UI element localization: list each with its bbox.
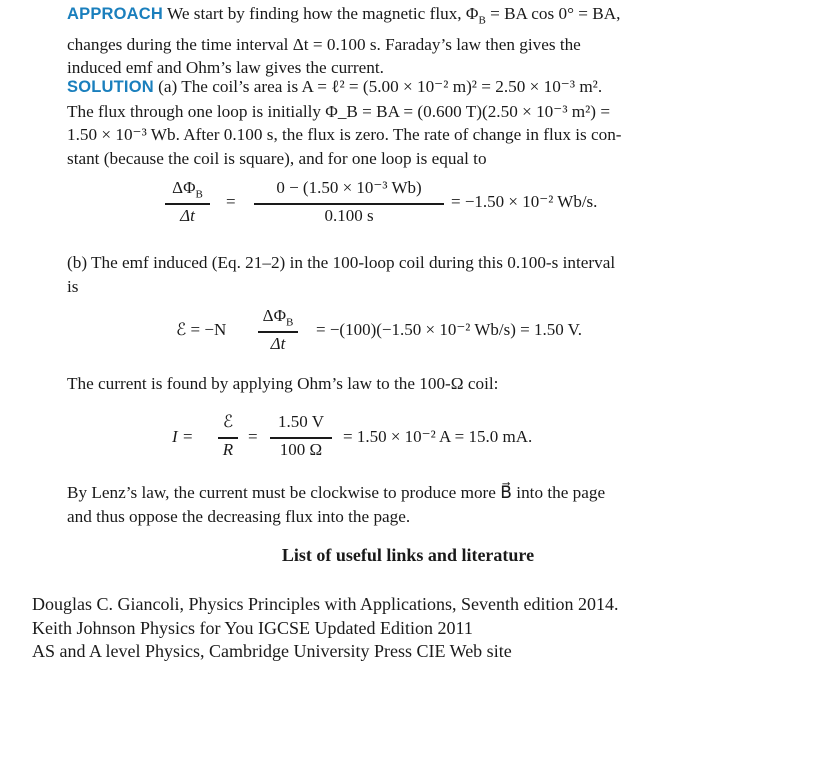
eq3-rhs: = 1.50 × 10⁻² A = 15.0 mA.	[343, 427, 533, 446]
reference-item: Douglas C. Giancoli, Physics Principles with Applications, Seventh edition 2014.	[32, 594, 619, 614]
eq3-f2-bar	[270, 437, 332, 439]
eq2-denominator: Δt	[270, 334, 286, 353]
eq3-f2-numerator: 1.50 V	[278, 412, 324, 431]
eq1-lhs-numerator: $\Delta\Phi_B$	[172, 178, 203, 201]
eq1-result: = −1.50 × 10⁻² Wb/s.	[451, 192, 598, 211]
eq2-numerator: $\Delta\Phi_B$	[262, 306, 294, 329]
eq3-f1-denominator: R	[222, 440, 234, 459]
solution-text-1: (a) The coil’s area is A = ℓ² = (5.00 × 10⁻² m)² = 2.50 × 10⁻³ m².	[158, 77, 603, 96]
solution-paragraph	[67, 75, 717, 170]
solution-line-2: The flux through one loop is initially Φ_B = BA = (0.600 T)(2.50 × 10⁻³ m²) =	[67, 101, 611, 121]
approach-sub: B	[478, 14, 486, 27]
eq1-lhs-bar	[165, 203, 210, 205]
approach-line-2: changes during the time interval Δt = 0.100 s. Faraday’s law then gives the	[67, 34, 581, 54]
links-title: List of useful links and literature	[281, 545, 535, 565]
eq3-lhs: I =	[172, 427, 194, 446]
reference-list	[32, 593, 618, 664]
eq3-f1-numerator: ℰ	[222, 412, 234, 431]
approach-paragraph	[67, 2, 717, 80]
solution-line-3: 1.50 × 10⁻³ Wb. After 0.100 s, the flux is zero. The rate of change in flux is con-	[67, 125, 622, 144]
eq1-mid-bar	[254, 203, 444, 205]
approach-text-1-end: = BA cos 0° = BA,	[485, 4, 621, 23]
part-b-paragraph	[67, 251, 717, 298]
eq3-equals: =	[248, 427, 258, 446]
eq3-f2-denominator: 100 Ω	[279, 440, 323, 459]
lenz-line-1: By Lenz’s law, the current must be clockwise to produce more B⃗ into the page	[67, 483, 606, 502]
approach-line-3: induced emf and Ohm’s law gives the current.	[67, 58, 384, 78]
part-b-line-2: is	[67, 276, 79, 296]
solution-line-4: stant (because the coil is square), and for one loop is equal to	[67, 148, 487, 168]
eq1-mid-denominator: 0.100 s	[324, 206, 374, 225]
lenz-line-2: and thus oppose the decreasing flux into the page.	[67, 506, 411, 526]
solution-heading: SOLUTION	[67, 78, 154, 96]
lenz-paragraph	[67, 481, 717, 528]
eq2-bar	[258, 331, 298, 333]
reference-item: AS and A level Physics, Cambridge University Press CIE Web site	[32, 641, 512, 661]
eq2-lhs: ℰ = −N	[176, 320, 227, 339]
approach-heading: APPROACH	[67, 5, 164, 23]
eq3-f1-bar	[218, 437, 238, 439]
eq1-equals: =	[226, 192, 236, 211]
solution-line-1	[67, 75, 717, 100]
approach-text-1: We start by finding how the magnetic flux, Φ	[167, 4, 479, 23]
eq2-rhs: = −(100)(−1.50 × 10⁻² Wb/s) = 1.50 V.	[316, 320, 583, 339]
current-paragraph: The current is found by applying Ohm’s law to the 100-Ω coil:	[67, 374, 499, 393]
eq1-lhs-denominator: Δt	[180, 206, 195, 225]
approach-line-1	[67, 2, 717, 33]
reference-item: Keith Johnson Physics for You IGCSE Updated Edition 2011	[32, 617, 473, 638]
eq1-mid-numerator: 0 − (1.50 × 10⁻³ Wb)	[276, 178, 422, 197]
part-b-line-1: (b) The emf induced (Eq. 21–2) in the 100-loop coil during this 0.100-s interval	[67, 253, 616, 272]
